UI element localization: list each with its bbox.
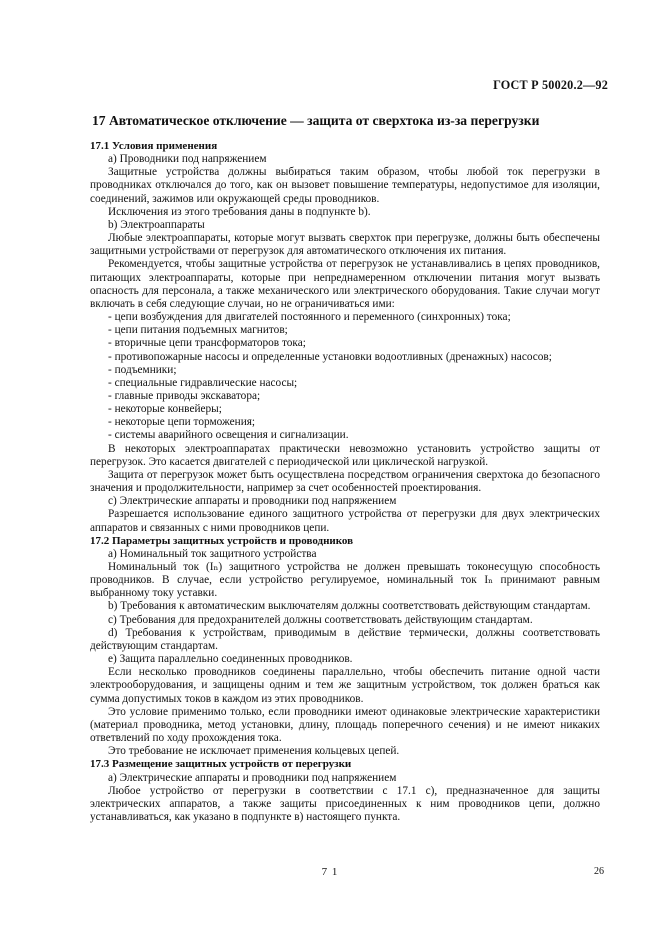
paragraph: - цепи возбуждения для двигателей постоянного и переменного (синхронных) тока; xyxy=(108,311,511,324)
paragraph: - главные приводы экскаватора; xyxy=(108,389,261,402)
paragraph: b) Требования к автоматическим выключателям должны соответствовать действующим стандартам. xyxy=(108,600,591,613)
paragraph: с) Электрические аппараты и проводники под напряжением xyxy=(108,495,397,508)
paragraph: - некоторые цепи торможения; xyxy=(108,416,256,429)
paragraph: Защитные устройства должны выбираться таким образом, чтобы любой ток перегрузки в проводниках отключался до того, как он вызовет повышение температуры, недопустимое для изоляции, соединений, зажимов или окружающей среды проводников. xyxy=(90,166,600,205)
paragraph: - системы аварийного освещения и сигнализации. xyxy=(108,429,349,442)
paragraph: В некоторых электроаппаратах практически невозможно установить устройство защиты от перегрузок. Это касается двигателей с периодической или циклической нагрузкой. xyxy=(90,442,600,468)
paragraph: а) Номинальный ток защитного устройства xyxy=(108,547,317,560)
section-title: 17 Автоматическое отключение — защита от сверхтока из-за перегрузки xyxy=(92,113,540,128)
paragraph: Рекомендуется, чтобы защитные устройства от перегрузок не устанавливались в цепях проводников, питающих электроаппараты, которые при непреднамеренном отключении питания могут вызвать опасность для персонала, а также механического или электрического оборудования. Такие случаи могут включать в себя следующие случаи, но не ограничиваться ими: xyxy=(90,258,600,310)
paragraph: е) Защита параллельно соединенных проводников. xyxy=(108,653,353,666)
paragraph: Номинальный ток (Iₙ) защитного устройства не должен превышать токонесущую способность проводников. В случае, если устройство регулируемое, номинальный ток Iₙ принимают равным выбранному току уставки. xyxy=(90,561,600,600)
paragraph: - цепи питания подъемных магнитов; xyxy=(108,324,288,337)
paragraph: Разрешается использование единого защитного устройства от перегрузки для двух электрических аппаратов и связанных с ними проводников цепи. xyxy=(90,508,600,534)
page-number: 26 xyxy=(594,866,604,877)
paragraph: Любые электроаппараты, которые могут вызвать сверхток при перегрузке, должны быть обеспечены защитными устройствами от перегрузок для автоматического отключения их питания. xyxy=(90,232,600,258)
paragraph: - подъемники; xyxy=(108,363,177,376)
subsection-heading: 17.3 Размещение защитных устройств от перегрузки xyxy=(90,758,352,771)
footer-center-mark: 7 1 xyxy=(321,866,339,878)
paragraph: с) Требования для предохранителей должны соответствовать действующим стандартам. xyxy=(108,613,533,626)
paragraph: - противопожарные насосы и определенные установки водоотливных (дренажных) насосов; xyxy=(108,350,552,363)
paragraph: Защита от перегрузок может быть осуществлена посредством ограничения сверхтока до безопасного значения и продолжительности, например за счет особенностей проектирования. xyxy=(90,468,600,495)
paragraph: Это условие применимо только, если проводники имеют одинаковые электрические характеристики (материал проводника, метод установки, длину, площадь поперечного сечения) и не имеют никаких ответвлений по ходу прохождения тока. xyxy=(90,705,600,745)
paragraph: - специальные гидравлические насосы; xyxy=(108,376,298,389)
paragraph: - некоторые конвейеры; xyxy=(108,403,222,416)
standard-code: ГОСТ Р 50020.2—92 xyxy=(493,78,608,92)
subsection-heading: 17.2 Параметры защитных устройств и проводников xyxy=(90,534,354,547)
paragraph: а) Электрические аппараты и проводники под напряжением xyxy=(108,771,397,784)
paragraph: d) Требования к устройствам, приводимым в действие термически, должны соответствовать действующим стандартам. xyxy=(90,626,600,652)
paragraph: Это требование не исключает применения кольцевых цепей. xyxy=(108,745,400,758)
subsection-heading: 17.1 Условия применения xyxy=(90,140,218,152)
paragraph: Если несколько проводников соединены параллельно, чтобы обеспечить питание одной части электрооборудования, и защищены одним и тем же защитным устройством, ток должен браться как сумма допустимых токов в каждом из этих проводников. xyxy=(90,666,600,705)
paragraph: - вторичные цепи трансформаторов тока; xyxy=(108,337,306,350)
paragraph: а) Проводники под напряжением xyxy=(108,153,267,166)
paragraph: Исключения из этого требования даны в подпункте b). xyxy=(108,205,371,218)
body-text xyxy=(90,140,600,824)
paragraph: b) Электроаппараты xyxy=(108,218,205,231)
paragraph: Любое устройство от перегрузки в соответствии с 17.1 с), предназначенное для защиты электрических аппаратов, а также защиты присоединенных к ним проводников цепи, должно устанавливаться, как указано в подпункте в) настоящего пункта. xyxy=(90,784,600,823)
